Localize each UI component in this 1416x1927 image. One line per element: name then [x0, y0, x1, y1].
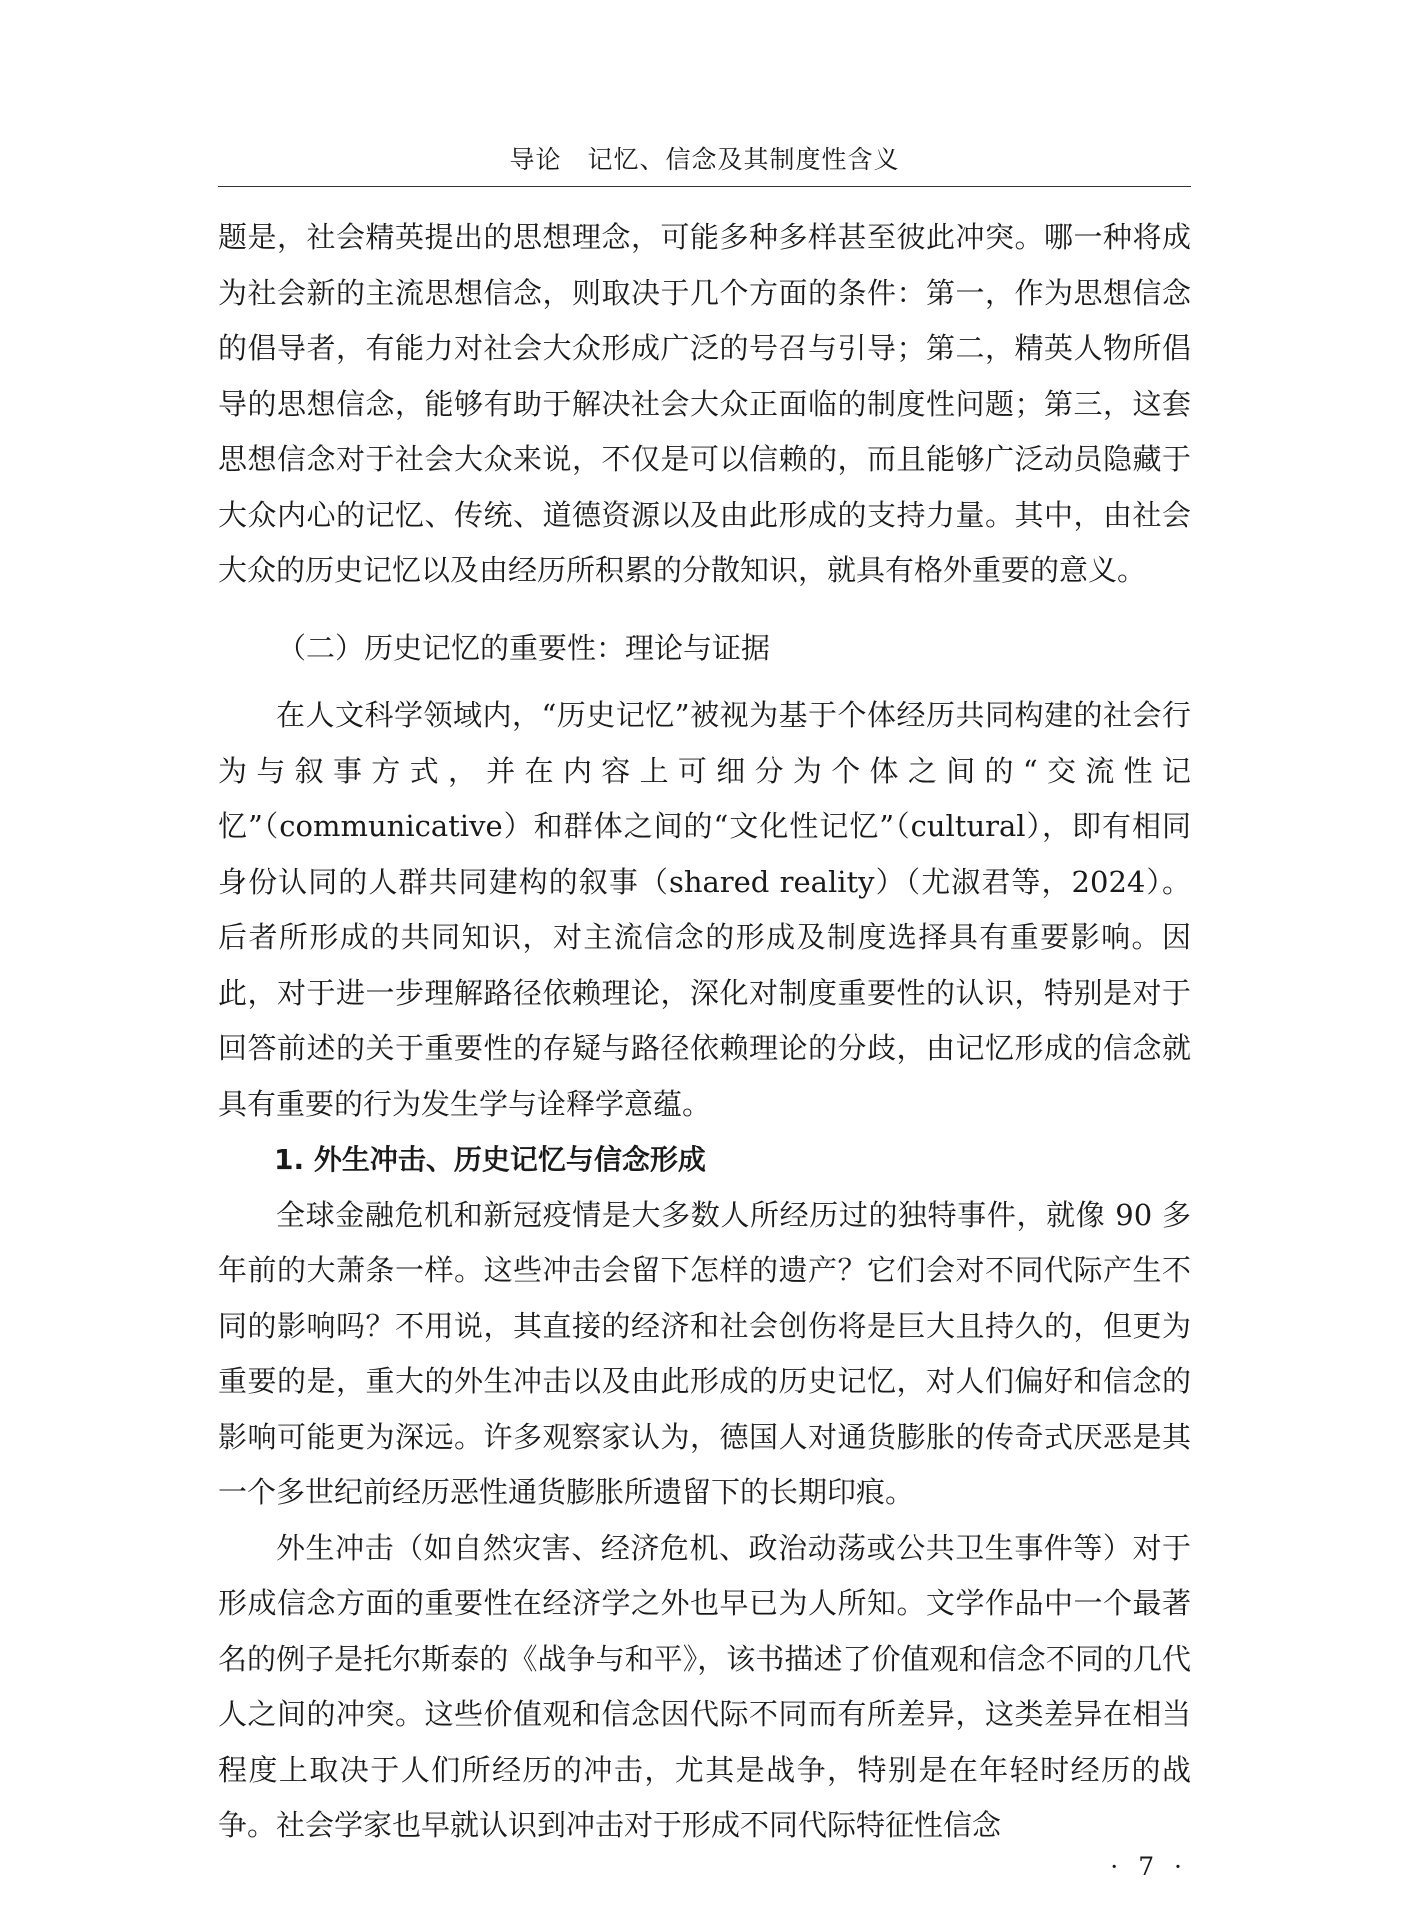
- running-header: 导论 记忆、信念及其制度性含义: [509, 145, 900, 174]
- section-heading: （二）历史记忆的重要性：理论与证据: [277, 631, 771, 665]
- paragraph-crisis: 全球金融危机和新冠疫情是大多数人所经历过的独特事件，就像 90 多年前的大萧条一样。这些冲击会留下怎样的遗产？它们会对不同代际产生不同的影响吗？不用说，其直接的经济和社会创伤将是巨大且持久的，但更为重要的是，重大的外生冲击以及由此形成的历史记忆，对人们偏好和信念的影响可能更为深远。许多观察家认为，德国人对通货膨胀的传奇式厌恶是其一个多世纪前经历恶性通货膨胀所遗留下的长期印痕。: [218, 1197, 1191, 1509]
- body-text-main: [218, 688, 1191, 1854]
- body-text-top: [218, 210, 1191, 599]
- paragraph-shock: 外生冲击（如自然灾害、经济危机、政治动荡或公共卫生事件等）对于形成信念方面的重要性在经济学之外也早已为人所知。文学作品中一个最著名的例子是托尔斯泰的《战争与和平》，该书描述了价值观和信念不同的几代人之间的冲突。这些价值观和信念因代际不同而有所差异，这类差异在相当程度上取决于人们所经历的冲击，尤其是战争，特别是在年轻时经历的战争。社会学家也早就认识到冲击对于形成不同代际特征性信念: [218, 1530, 1191, 1842]
- header-divider: [218, 186, 1191, 187]
- subsection-heading: 1. 外生冲击、历史记忆与信念形成: [274, 1143, 706, 1176]
- page-number: · 7 ·: [1110, 1852, 1188, 1881]
- paragraph-continuation: 题是，社会精英提出的思想理念，可能多种多样甚至彼此冲突。哪一种将成为社会新的主流思想信念，则取决于几个方面的条件：第一，作为思想信念的倡导者，有能力对社会大众形成广泛的号召与引导；第二，精英人物所倡导的思想信念，能够有助于解决社会大众正面临的制度性问题；第三，这套思想信念对于社会大众来说，不仅是可以信赖的，而且能够广泛动员隐藏于大众内心的记忆、传统、道德资源以及由此形成的支持力量。其中，由社会大众的历史记忆以及由经历所积累的分散知识，就具有格外重要的意义。: [218, 220, 1191, 587]
- paragraph-history-memory: 在人文科学领域内，“历史记忆”被视为基于个体经历共同构建的社会行为与叙事方式，并在内容上可细分为个体之间的“交流性记忆”（communicative）和群体之间的“文化性记忆”（cultural），即有相同身份认同的人群共同建构的叙事（shared reality）（尤淑君等，2024）。后者所形成的共同知识，对主流信念的形成及制度选择具有重要影响。因此，对于进一步理解路径依赖理论，深化对制度重要性的认识，特别是对于回答前述的关于重要性的存疑与路径依赖理论的分歧，由记忆形成的信念就具有重要的行为发生学与诠释学意蕴。: [218, 698, 1191, 1121]
